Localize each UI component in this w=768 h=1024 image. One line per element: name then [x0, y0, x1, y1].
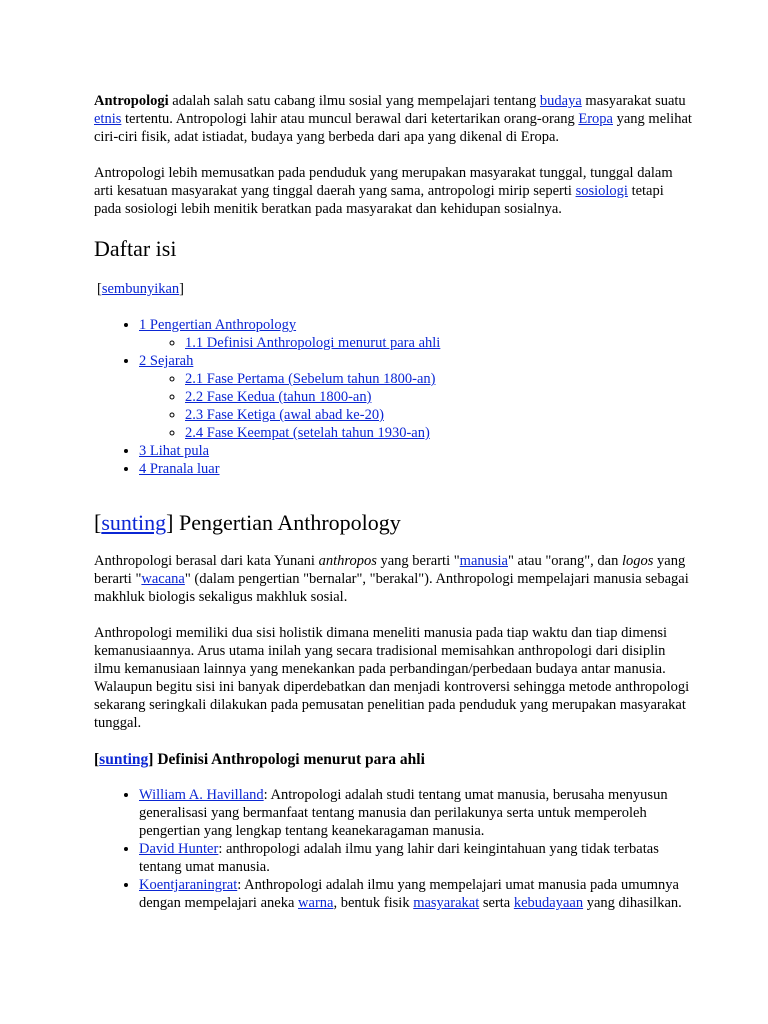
bracket: [ — [94, 751, 100, 768]
link-etnis[interactable]: etnis — [94, 111, 122, 127]
text: Antropologi lebih memusatkan pada penduduk yang merupakan masyarakat tunggal, tunggal dalam arti kesatuan masyarakat yang tinggal daerah yang sama, antropologi mirip seperti — [94, 165, 673, 199]
toc-title: Daftar isi — [94, 236, 177, 261]
definition-koentjaraningrat — [139, 876, 699, 912]
toc-link-definisi[interactable]: 1.1 Definisi Anthropologi menurut para ahli — [185, 335, 441, 351]
term-antropologi: Antropologi — [94, 93, 169, 109]
toc-link-fase-pertama[interactable]: 2.1 Fase Pertama (Sebelum tahun 1800-an) — [185, 371, 436, 387]
section-heading-definisi — [94, 750, 694, 770]
pengertian-paragraph-2: Anthropologi memiliki dua sisi holistik dimana meneliti manusia pada tiap waktu dan tiap dimensi kemanusiaannya. Arus utama inilah yang secara tradisional memisahkan anthropologi dari disiplin ilmu kemanusiaan lainnya yang menekankan pada perbandingan/perbedaan budaya antar manusia. Walaupun begitu sisi ini banyak diperdebatkan dan menjadi kontroversi sehingga metode anthropologi sekarang seringkali dilakukan pada pemusatan penelitian pada penduduk yang merupakan masyarakat tunggal. — [94, 625, 690, 731]
bracket: [ — [97, 281, 102, 297]
intro-paragraph-2 — [94, 164, 694, 218]
toc-item-2-2 — [185, 388, 694, 406]
text: : Anthropologi adalah ilmu yang mempelajari umat manusia pada umumnya dengan mempelajari aneka — [139, 877, 679, 911]
section-title: Pengertian Anthropology — [173, 510, 401, 535]
link-eropa[interactable]: Eropa — [578, 111, 613, 127]
text: tetapi pada sosiologi lebih menitik beratkan pada masyarakat dan kehidupan sosialnya. — [94, 183, 664, 217]
text: adalah salah satu cabang ilmu sosial yang mempelajari tentang — [168, 93, 540, 109]
link-sosiologi[interactable]: sosiologi — [575, 183, 628, 199]
link-budaya[interactable]: budaya — [539, 93, 582, 109]
edit-link-definisi[interactable]: sunting — [99, 751, 149, 768]
term-anthropos: anthropos — [318, 553, 377, 569]
bracket: ] — [148, 751, 154, 768]
intro-paragraph-1 — [94, 92, 694, 146]
definition-havilland — [139, 786, 699, 840]
toc-item-4 — [139, 460, 694, 478]
link-kebudayaan[interactable]: kebudayaan — [513, 895, 584, 911]
text: , bentuk fisik — [333, 895, 414, 911]
pengertian-paragraph-1 — [94, 552, 694, 606]
toc-link-fase-ketiga[interactable]: 2.3 Fase Ketiga (awal abad ke-20) — [185, 407, 384, 423]
bracket: ] — [166, 510, 174, 535]
text: " (dalam pengertian "bernalar", "berakal"). Anthropologi mempelajari manusia sebagai makhluk biologis sekaligus makhluk sosial. — [94, 571, 689, 605]
definitions-list — [94, 786, 699, 912]
definition-hunter — [139, 840, 699, 876]
toc-item-2-3 — [185, 406, 694, 424]
toc-item-2 — [139, 352, 694, 442]
toc-list — [94, 316, 694, 478]
edit-link-pengertian[interactable]: sunting — [101, 510, 167, 535]
toc-link-pranala-luar[interactable]: 4 Pranala luar — [139, 461, 220, 477]
text: yang melihat ciri-ciri fisik, adat istiadat, budaya yang berbeda dari apa yang dikenal di Eropa. — [94, 111, 692, 145]
toc-sublist-2 — [139, 370, 694, 442]
text: yang dihasilkan. — [583, 895, 682, 911]
toc-sublist-1 — [139, 334, 694, 352]
toc-hide-link[interactable]: sembunyikan — [101, 281, 180, 297]
link-warna[interactable]: warna — [298, 895, 334, 911]
link-manusia[interactable]: manusia — [459, 553, 508, 569]
toc-link-fase-keempat[interactable]: 2.4 Fase Keempat (setelah tahun 1930-an) — [185, 425, 430, 441]
link-masyarakat[interactable]: masyarakat — [413, 895, 480, 911]
section-title: Definisi Anthropologi menurut para ahli — [153, 751, 425, 768]
toc-link-pengertian[interactable]: 1 Pengertian Anthropology — [139, 317, 297, 333]
toc-item-1-1 — [185, 334, 694, 352]
bracket: ] — [179, 281, 185, 297]
bracket: [ — [94, 510, 102, 535]
toc-item-3 — [139, 442, 694, 460]
text: " atau "orang", dan — [508, 553, 622, 569]
text: serta — [479, 895, 514, 911]
toc-item-1 — [139, 316, 694, 352]
text: : Antropologi adalah studi tentang umat manusia, berusaha menyusun generalisasi yang bermanfaat tentang manusia dan perilakunya serta untuk memperoleh pengertian yang lengkap tentang keanekaragaman manusia. — [139, 787, 668, 839]
link-wacana[interactable]: wacana — [141, 571, 185, 587]
article-content — [94, 92, 694, 912]
toc-item-2-4 — [185, 424, 694, 442]
toc-link-sejarah[interactable]: 2 Sejarah — [139, 353, 194, 369]
link-havilland[interactable]: William A. Havilland — [139, 787, 264, 803]
link-koentjaraningrat[interactable]: Koentjaraningrat — [139, 877, 238, 893]
toc-link-lihat-pula[interactable]: 3 Lihat pula — [139, 443, 210, 459]
text: Anthropologi berasal dari kata Yunani — [94, 553, 319, 569]
text: yang berarti " — [94, 553, 686, 587]
link-hunter[interactable]: David Hunter — [139, 841, 219, 857]
text: masyarakat suatu — [581, 93, 686, 109]
toc-item-2-1 — [185, 370, 694, 388]
toc-link-fase-kedua[interactable]: 2.2 Fase Kedua (tahun 1800-an) — [185, 389, 372, 405]
toc-toggle — [97, 280, 694, 298]
term-logos: logos — [621, 553, 654, 569]
text: yang berarti " — [376, 553, 460, 569]
section-heading-pengertian — [94, 510, 694, 536]
text: tertentu. Antropologi lahir atau muncul berawal dari ketertarikan orang-orang — [121, 111, 579, 127]
text: : anthropologi adalah ilmu yang lahir dari keingintahuan yang tidak terbatas tentang umat manusia. — [139, 841, 659, 875]
